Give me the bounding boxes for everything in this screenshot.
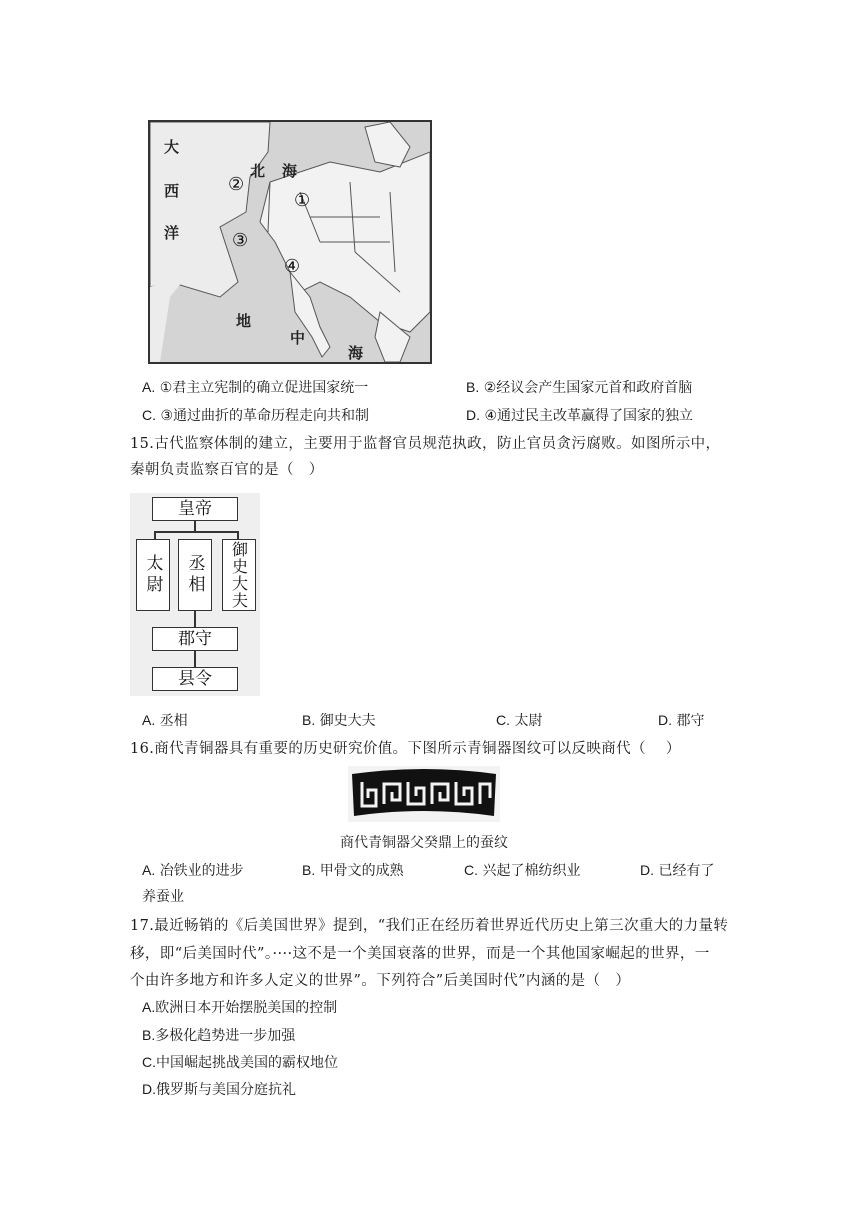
map-marker-4: ④ bbox=[284, 256, 301, 277]
option-label: B. bbox=[302, 862, 316, 878]
option-text: 太尉 bbox=[514, 713, 543, 729]
q16-option-d-continuation: 养蚕业 bbox=[142, 889, 184, 905]
map-label-med-2: 中 bbox=[290, 329, 306, 347]
q16-stem-line1: 16.商代青铜器具有重要的历史研究价值。下图所示青铜器图纹可以反映商代（ ） bbox=[130, 741, 681, 757]
option-text: ②经议会产生国家元首和政府首脑 bbox=[483, 380, 693, 396]
option-text: 冶铁业的进步 bbox=[159, 863, 244, 879]
option-text: 多极化趋势进一步加强 bbox=[155, 1028, 296, 1044]
silkworm-pattern-image bbox=[348, 766, 500, 822]
map-marker-1: ① bbox=[294, 190, 311, 211]
q15-option-a bbox=[142, 707, 188, 734]
option-text: 甲骨文的成熟 bbox=[319, 863, 404, 879]
map-label-atlantic-1: 大 bbox=[164, 138, 180, 156]
q14-option-a bbox=[142, 374, 368, 401]
q14-option-d bbox=[466, 402, 693, 429]
option-label: A. bbox=[142, 712, 156, 728]
silkworm-pattern-graphic bbox=[348, 766, 500, 822]
option-text: 丞相 bbox=[159, 713, 188, 729]
option-label: C. bbox=[496, 712, 510, 728]
q16-option-a bbox=[142, 857, 244, 884]
box-taiwei: 太尉 bbox=[136, 539, 170, 611]
option-text: 郡守 bbox=[676, 713, 705, 729]
map-label-med-3: 海 bbox=[348, 344, 364, 362]
map-label-north: 北 bbox=[250, 162, 266, 180]
qin-bureaucracy-diagram bbox=[130, 493, 260, 696]
map-label-med-1: 地 bbox=[236, 312, 252, 330]
q17-option-b bbox=[142, 1022, 295, 1049]
option-text: 中国崛起挑战美国的霸权地位 bbox=[156, 1055, 338, 1071]
q17-stem-line1: 17.最近畅销的《后美国世界》提到，“我们正在经历着世界近代历史上第三次重大的力量转 bbox=[130, 918, 729, 934]
option-text: 已经有了 bbox=[658, 863, 715, 879]
option-text: ④通过民主改革赢得了国家的独立 bbox=[484, 408, 694, 424]
q15-stem-line1: 15.古代监察体制的建立，主要用于监督官员规范执政，防止官员贪污腐败。如图所示中， bbox=[130, 436, 721, 452]
option-label: C. bbox=[142, 407, 156, 423]
q14-option-c bbox=[142, 402, 369, 429]
connector bbox=[194, 651, 196, 667]
box-yushi-dafu: 御史大夫 bbox=[222, 539, 256, 611]
box-emperor: 皇帝 bbox=[152, 497, 238, 521]
q17-stem-line2: 移，即“后美国时代”。····这不是一个美国衰落的世界，而是一个其他国家崛起的世界，一 bbox=[130, 946, 710, 962]
option-text: 俄罗斯与美国分庭抗礼 bbox=[156, 1082, 296, 1098]
q17-option-a bbox=[142, 994, 337, 1021]
map-marker-3: ③ bbox=[232, 230, 249, 251]
q15-option-d bbox=[658, 707, 704, 734]
option-text: ①君主立宪制的确立促进国家统一 bbox=[159, 380, 369, 396]
option-text: 兴起了棉纺织业 bbox=[482, 863, 581, 879]
map-label-atlantic-3: 洋 bbox=[164, 224, 180, 242]
option-label: A. bbox=[142, 862, 156, 878]
q16-option-d bbox=[640, 857, 714, 884]
q16-option-b bbox=[302, 857, 404, 884]
q15-option-b bbox=[302, 707, 376, 734]
option-label: D. bbox=[658, 712, 672, 728]
q17-option-d bbox=[142, 1076, 296, 1103]
option-label: D. bbox=[466, 407, 480, 423]
q16-option-c bbox=[464, 857, 580, 884]
map-label-atlantic-2: 西 bbox=[164, 182, 180, 200]
pattern-caption: 商代青铜器父癸鼎上的蚕纹 bbox=[340, 835, 508, 851]
connector bbox=[154, 531, 238, 533]
connector bbox=[194, 611, 196, 627]
box-xianling: 县令 bbox=[152, 667, 238, 691]
q14-option-b bbox=[466, 374, 692, 401]
q17-stem-line3: 个由许多地方和许多人定义的世界”。下列符合”后美国时代”内涵的是（ ） bbox=[130, 973, 631, 989]
option-label: B. bbox=[466, 379, 480, 395]
q15-option-c bbox=[496, 707, 542, 734]
connector bbox=[154, 531, 156, 539]
option-label: B. bbox=[142, 1027, 156, 1043]
box-junshou: 郡守 bbox=[152, 627, 238, 651]
box-chengxiang: 丞相 bbox=[178, 539, 212, 611]
option-text: 御史大夫 bbox=[319, 713, 376, 729]
q15-stem-line2: 秦朝负责监察百官的是（ ） bbox=[130, 462, 324, 478]
map-graphic bbox=[150, 122, 430, 362]
map-marker-2: ② bbox=[228, 174, 245, 195]
option-label: D. bbox=[142, 1081, 156, 1097]
option-label: B. bbox=[302, 712, 316, 728]
option-label: A. bbox=[142, 999, 156, 1015]
europe-map bbox=[148, 120, 432, 364]
connector bbox=[194, 521, 196, 531]
q17-option-c bbox=[142, 1049, 338, 1076]
map-label-sea-top: 海 bbox=[282, 162, 298, 180]
option-text: ③通过曲折的革命历程走向共和制 bbox=[160, 408, 370, 424]
option-label: C. bbox=[464, 862, 478, 878]
option-label: A. bbox=[142, 379, 156, 395]
connector bbox=[237, 531, 239, 539]
option-label: C. bbox=[142, 1054, 156, 1070]
option-text: 欧洲日本开始摆脱美国的控制 bbox=[155, 1000, 338, 1016]
option-label: D. bbox=[640, 862, 654, 878]
